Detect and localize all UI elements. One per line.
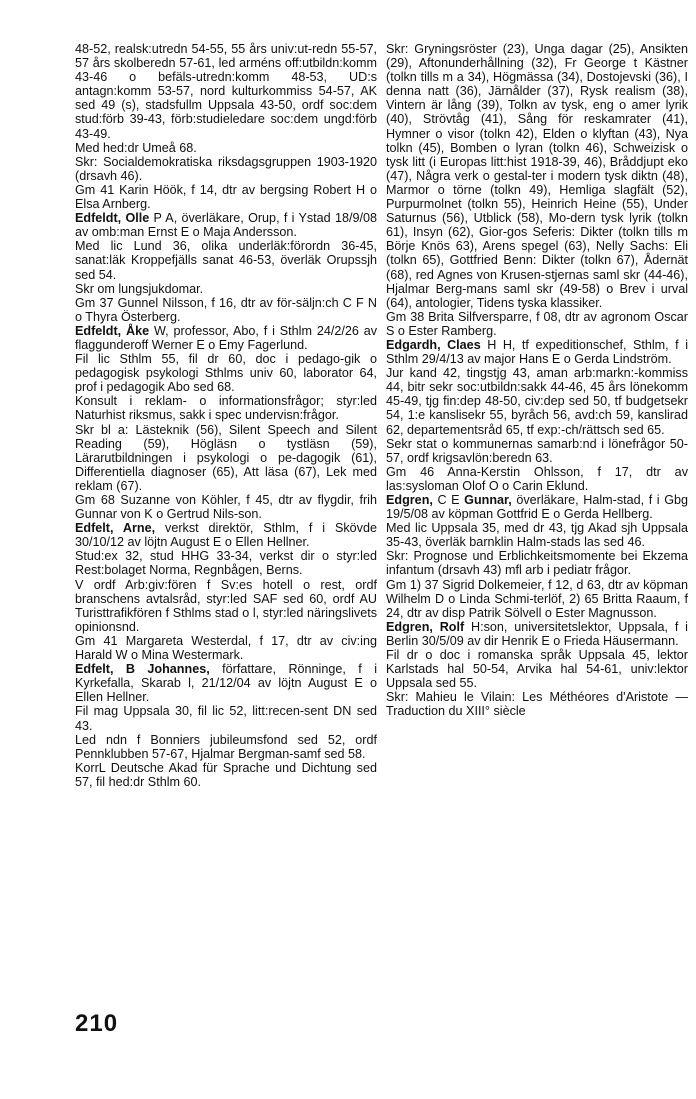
entry-name: Edfeldt, Olle xyxy=(75,211,150,226)
text-paragraph xyxy=(75,423,377,493)
entry-text: Skr: Socialdemokratiska riksdagsgruppen 1903-1920 (drsavh 46). xyxy=(75,154,377,183)
entry-text: överläkare, Halm-stad, f i Gbg 19/5/08 av köpman Gottfrid E o Gerda Hellberg. xyxy=(386,493,689,522)
text-paragraph xyxy=(75,578,377,634)
text-paragraph xyxy=(75,352,377,394)
entry-text: Med hed:dr Umeå 68. xyxy=(75,140,197,155)
entry-text: Gm 41 Karin Höök, f 14, dtr av bergsing Robert H o Elsa Arnberg. xyxy=(75,182,377,212)
entry-text: Jur kand 42, tingstjg 43, aman arb:markn:-kommiss 44, bitr sekr soc:utbildn:sakk 44-46, 45 års lönekomm 45-49, tjg fin:dep 48-50, civ:dep sed 50, tf budgetsekr 54, 1:e kanslisekr 55, byråch 56, avd:ch 59, kanslirad 62, departementsråd 65, tf exp:-ch/rättsch sed 65. xyxy=(386,366,688,437)
entry-text: Fil lic Sthlm 55, fil dr 60, doc i pedago-gik o pedagogisk psykologi Sthlms univ 60, laborator 64, prof i pedagogik Abo sed 68. xyxy=(75,352,377,395)
entry-text: KorrL Deutsche Akad für Sprache und Dichtung sed 57, fil hed:dr Sthlm 60. xyxy=(75,760,377,789)
entry-name: Edgren, Rolf xyxy=(386,619,465,634)
text-paragraph xyxy=(75,704,377,732)
page-number: 210 xyxy=(75,1010,119,1037)
entry-name: Edgren, xyxy=(386,493,433,507)
text-paragraph xyxy=(75,394,377,422)
entry-text: W, professor, Abo, f i Sthlm 24/2/26 av flaggunderoff Werner E o Emy Fagerlund. xyxy=(75,323,377,352)
entry-text: Led ndn f Bonniers jubileumsfond sed 52, ordf Pennklubben 57-67, Hjalmar Bergman-samf sed 58. xyxy=(75,732,377,761)
entry-text: Med lic Lund 36, olika underläk:förordn 36-45, sanat:läk Kroppefjälls sanat 46-53, överläk Orupssjh sed 54. xyxy=(75,239,377,282)
entry-text: P A, överläkare, Orup, f i Ystad 18/9/08 av omb:man Ernst E o Maja Andersson. xyxy=(75,211,377,240)
entry-text: Skr: Gryningsröster (23), Unga dagar (25), Ansikten (29), Aftonunderhållning (32), Fr George t Kästner (tolkn tills m a 34), Högmässa (34), Dostojevski (36), I denna natt (36), Järnålder (37), Rysk realism (38), Vintern är lång (39), Tolkn av tysk, eng o amer lyrik (40), Strövtåg (41), Sång för reskamrater (41), Hymner o visor (tolkn 42), Elden o klyftan (43), Nya tolkn (45), Bomben o lyran (tolkn 46), Schweizisk o tysk litt (i Europas litt:hist 1918-39, 46), Bråddjupt eko (47), Några verk o gestal-ter i modern tysk diktn (48), Marmor o törne (tolkn 49), Hemliga slagfält (52), Purpurmolnet (tolkn 55), Heinrich Heine (55), Under Saturnus (56), Utblick (58), Mo-dern tysk lyrik (tolkn 61), Insyn (62), Gior-gos Seferis: Dikter (tolkn tills m Börje Knös 63), Arens spegel (63), Nelly Sachs: Eli (tolkn 65), Gottfried Benn: Dikter (tolkn 67), Ådernät (68), red Agnes von Krusen-stjernas saml skr (44-46), Hjalmar Berg-mans saml skr (49-58) o Brev i urval (64), antologier, Tidens tyska klassiker. xyxy=(386,42,688,310)
entry-text: verkst direktör, Sthlm, f i Skövde 30/10/12 av löjtn August E o Ellen Hellner. xyxy=(75,521,377,550)
entry-text: Gm 46 Anna-Kerstin Ohlsson, f 17, dtr av las:sysloman Olof O o Carin Eklund. xyxy=(386,464,688,493)
entry-text: Skr om lungsjukdomar. xyxy=(75,281,204,296)
entry-text: Gm 1) 37 Sigrid Dolkemeier, f 12, d 63, dtr av köpman Wilhelm D o Linda Schmi-terlöf, 2) 65 Britta Raaum, f 24, dtr av disp Patrik Sölvell o Ester Magnusson. xyxy=(386,577,688,620)
text-paragraph xyxy=(386,437,688,465)
entry-text: författare, Rönninge, f i Kyrkefalla, Skarab l, 21/12/04 av löjtn August E o Ellen Hellner. xyxy=(75,662,377,705)
text-paragraph xyxy=(75,733,377,761)
entry-text: Gm 68 Suzanne von Köhler, f 45, dtr av flygdir, frih Gunnar von K o Gertrud Nils-son. xyxy=(75,493,377,522)
entry-text: Sekr stat o kommunernas samarb:nd i lönefrågor 50-57, ordf krigsavlön:beredn 63. xyxy=(386,436,688,465)
text-paragraph xyxy=(386,42,688,310)
entry-text: Skr: Mahieu le Vilain: Les Méthéores d'Aristote — Traduction du XIII° siècle xyxy=(386,690,688,719)
entry-text: Gm 38 Brita Silfversparre, f 08, dtr av agronom Oscar S o Ester Ramberg. xyxy=(386,309,688,338)
entry-paragraph xyxy=(75,521,377,549)
entry-text: Konsult i reklam- o informationsfrågor; styr:led Naturhist riksmus, sakk i spec undervisn:frågor. xyxy=(75,394,377,423)
entry-paragraph xyxy=(75,211,377,239)
text-paragraph xyxy=(386,366,688,436)
entry-text: Skr: Prognose und Erblichkeitsmomente bei Ekzema infantum (drsavh 43) mfl arb i pediatr frågor. xyxy=(386,549,688,578)
entry-paragraph xyxy=(386,338,688,366)
text-paragraph xyxy=(75,183,377,211)
text-paragraph xyxy=(386,690,688,718)
entry-text: V ordf Arb:giv:fören f Sv:es hotell o rest, ordf branschens avtalsråd, styr:led SAF sed 60, ordf AU Turisttrafikfören f Sthlms stad o l, styr:led näringslivets opinionsnd. xyxy=(75,577,377,634)
entry-text: Gm 41 Margareta Westerdal, f 17, dtr av civ:ing Harald W o Mina Westermark. xyxy=(75,633,377,663)
text-paragraph xyxy=(75,634,377,662)
entry-text: Gm 37 Gunnel Nilsson, f 16, dtr av för-säljn:ch C F N o Thyra Österberg. xyxy=(75,295,377,324)
entry-paragraph xyxy=(386,493,688,521)
text-paragraph xyxy=(75,42,377,141)
entry-name: Edfelt, Arne, xyxy=(75,521,156,536)
entry-name: Edgardh, Claes xyxy=(386,337,481,352)
entry-paragraph xyxy=(75,324,377,352)
entry-text: Stud:ex 32, stud HHG 33-34, verkst dir o styr:led Rest:bolaget Norma, Regnbågen, Berns. xyxy=(75,549,377,578)
text-paragraph xyxy=(386,465,688,493)
text-paragraph xyxy=(75,761,377,789)
text-paragraph xyxy=(386,521,688,549)
entry-text: Skr bl a: Lästeknik (56), Silent Speech and Silent Reading (59), Högläsn o tystläsn (59), Lärarutbildningen i psykologi o pe-dagogik (61), Differentiella diagnoser (65), Att läsa (67), Lek med reklam (67). xyxy=(75,422,377,493)
text-paragraph xyxy=(75,549,377,577)
text-paragraph xyxy=(386,549,688,577)
entry-text: 48-52, realsk:utredn 54-55, 55 års univ:ut-redn 55-57, 57 års skolberedn 57-61, led arméns off:utbildn:komm 43-46 o befäls-utredn:komm 48-53, UD:s antagn:komm 53-57, nord kulturkommiss 54-57, AK sed 49 (s), stadsfullm Uppsala 43-50, ordf soc:dem stud:förb 39-43, förb:studieledare soc:dem ungd:förb 43-49. xyxy=(75,42,377,141)
entry-paragraph xyxy=(386,620,688,648)
right-column xyxy=(386,42,688,719)
text-paragraph xyxy=(75,296,377,324)
entry-name-part: Gunnar, xyxy=(464,493,512,507)
text-paragraph xyxy=(75,493,377,521)
entry-name: Edfelt, B Johannes, xyxy=(75,662,210,677)
entry-text: Fil mag Uppsala 30, fil lic 52, litt:recen-sent DN sed 43. xyxy=(75,704,377,733)
entry-text: H H, tf expeditionschef, Sthlm, f i Sthlm 29/4/13 av major Hans E o Gerda Lindström. xyxy=(386,337,688,367)
entry-text: H:son, universitetslektor, Uppsala, f i Berlin 30/5/09 av dir Henrik E o Frieda Häusermann. xyxy=(386,619,688,648)
text-paragraph xyxy=(386,648,688,690)
entry-text: C E xyxy=(432,493,465,507)
entry-text: Fil dr o doc i romanska språk Uppsala 45, lektor Karlstads hal 50-54, Arvika hal 54-61, univ:lektor Uppsala sed 55. xyxy=(386,648,688,691)
text-paragraph xyxy=(75,155,377,183)
text-paragraph xyxy=(75,282,377,296)
text-paragraph xyxy=(386,578,688,620)
text-paragraph xyxy=(75,239,377,281)
text-paragraph xyxy=(386,310,688,338)
entry-name: Edfeldt, Åke xyxy=(75,323,150,338)
entry-text: Med lic Uppsala 35, med dr 43, tjg Akad sjh Uppsala 35-43, överläk barnklin Halm-stads las sed 46. xyxy=(386,521,688,550)
left-column xyxy=(75,42,377,789)
text-paragraph xyxy=(75,141,377,155)
entry-paragraph xyxy=(75,662,377,704)
